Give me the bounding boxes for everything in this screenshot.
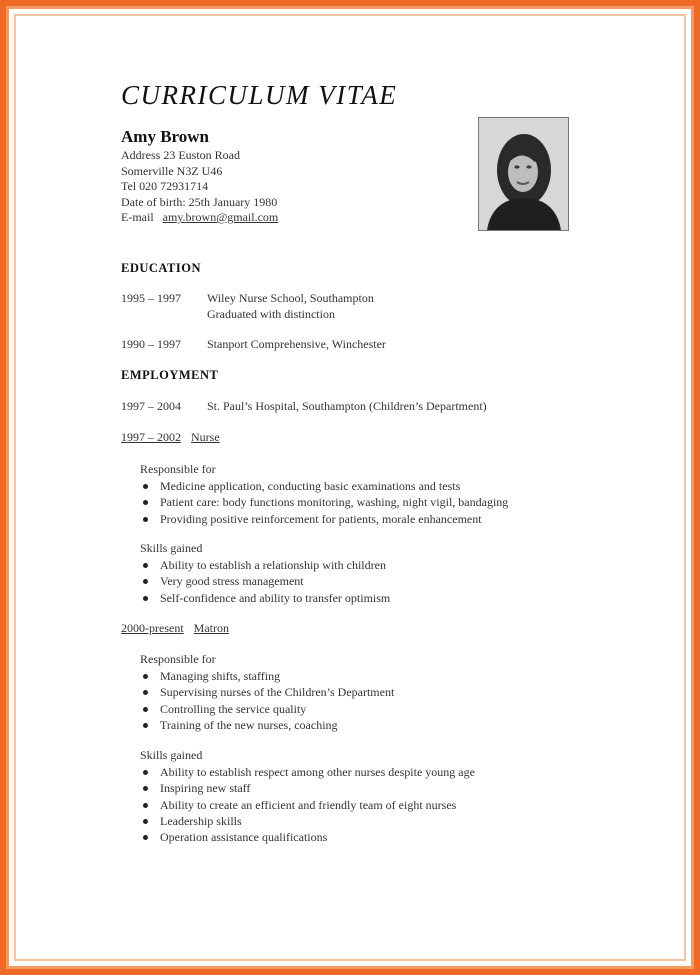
- list-item: Managing shifts, staffing: [140, 668, 394, 684]
- list-item: Controlling the service quality: [140, 701, 394, 717]
- list-item: Providing positive reinforcement for patients, morale enhancement: [140, 511, 508, 527]
- contact-details: [121, 148, 278, 226]
- job-dates: 1997 – 2002: [121, 430, 181, 444]
- education-school: Stanport Comprehensive, Winchester: [207, 337, 386, 351]
- education-entry: [121, 291, 374, 306]
- responsibilities-list: [140, 668, 394, 733]
- list-item: Very good stress management: [140, 573, 390, 589]
- list-item: Training of the new nurses, coaching: [140, 717, 394, 733]
- education-heading: EDUCATION: [121, 261, 201, 275]
- responsibilities-list: [140, 478, 508, 527]
- skills-label: Skills gained: [140, 748, 203, 762]
- job-heading: [121, 430, 220, 445]
- email-label: E-mail: [121, 210, 154, 224]
- list-item: Medicine application, conducting basic examinations and tests: [140, 478, 508, 494]
- list-item: Operation assistance qualifications: [140, 829, 475, 845]
- page-border: [6, 6, 694, 969]
- job-heading: [121, 621, 229, 636]
- job-dates: 2000-present: [121, 621, 184, 635]
- education-dates: 1990 – 1997: [121, 337, 181, 351]
- person-name: Amy Brown: [121, 127, 209, 146]
- email-link[interactable]: amy.brown@gmail.com: [162, 210, 279, 224]
- job-role: Nurse: [191, 430, 220, 444]
- responsible-label: Responsible for: [140, 462, 216, 476]
- employment-dates: 1997 – 2004: [121, 399, 181, 413]
- cv-document: [9, 9, 691, 966]
- address-line: Address 23 Euston Road: [121, 148, 240, 162]
- profile-photo: [478, 117, 569, 231]
- job-role: Matron: [193, 621, 229, 635]
- email-line: [121, 210, 278, 226]
- list-item: Leadership skills: [140, 813, 475, 829]
- list-item: Supervising nurses of the Children’s Department: [140, 684, 394, 700]
- employment-place: St. Paul’s Hospital, Southampton (Children’s Department): [207, 399, 487, 413]
- list-item: Self-confidence and ability to transfer optimism: [140, 590, 390, 606]
- list-item: Patient care: body functions monitoring, washing, night vigil, bandaging: [140, 494, 508, 510]
- employment-entry: [121, 399, 487, 414]
- education-note: Graduated with distinction: [207, 307, 335, 321]
- list-item: Ability to create an efficient and friendly team of eight nurses: [140, 797, 475, 813]
- list-item: Ability to establish respect among other nurses despite young age: [140, 764, 475, 780]
- skills-label: Skills gained: [140, 541, 203, 555]
- skills-list: [140, 557, 390, 606]
- cv-title: CURRICULUM VITAE: [121, 80, 398, 110]
- education-dates: 1995 – 1997: [121, 291, 181, 305]
- list-item: Inspiring new staff: [140, 780, 475, 796]
- list-item: Ability to establish a relationship with children: [140, 557, 390, 573]
- dob-line: Date of birth: 25th January 1980: [121, 194, 278, 209]
- skills-list: [140, 764, 475, 845]
- responsible-label: Responsible for: [140, 652, 216, 666]
- education-school: Wiley Nurse School, Southampton: [207, 291, 374, 305]
- education-entry: [121, 337, 386, 352]
- phone-line: Tel 020 72931714: [121, 179, 209, 193]
- employment-heading: EMPLOYMENT: [121, 368, 219, 382]
- city-line: Somerville N3Z U46: [121, 163, 223, 178]
